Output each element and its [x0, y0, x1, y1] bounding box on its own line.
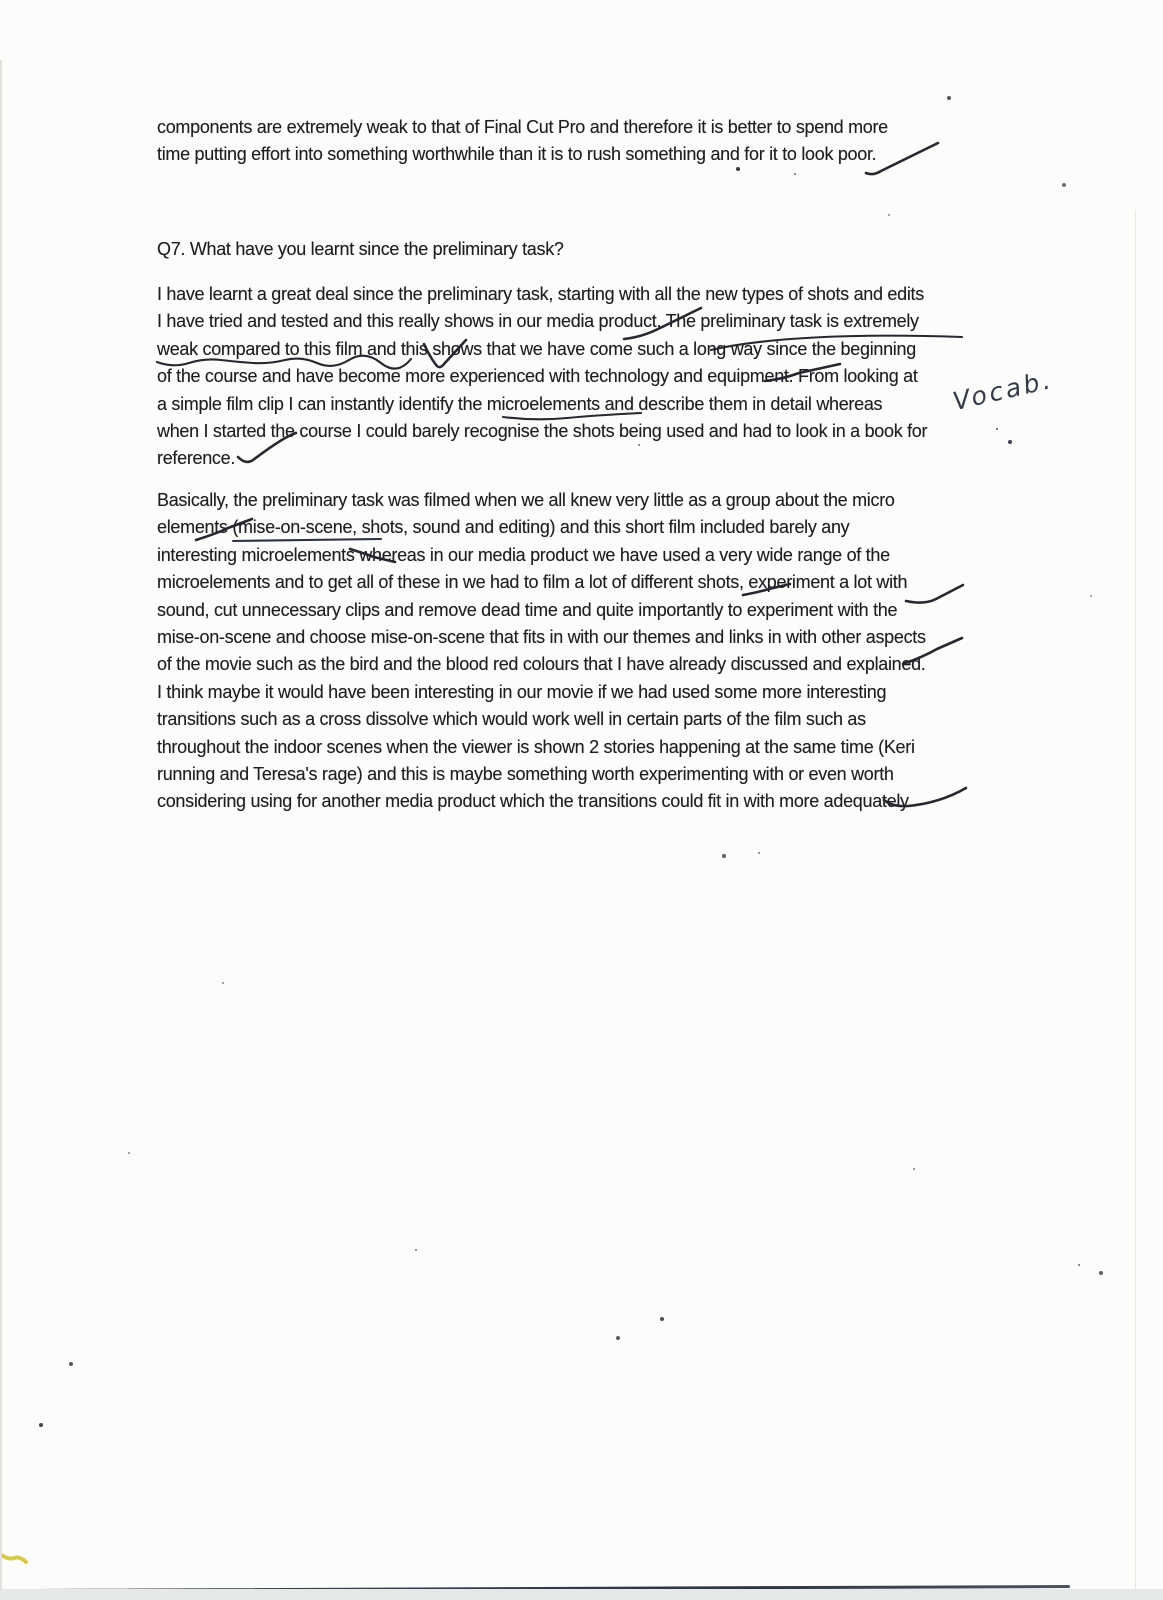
page-right-edge	[1135, 210, 1136, 1590]
text-line: I have tried and tested and this really shows in our media product. The preliminary task is extremely	[157, 311, 919, 332]
text-line: of the movie such as the bird and the blood red colours that I have already discussed and explained.	[157, 654, 926, 675]
text-line: when I started the course I could barely recognise the shots being used and had to look in a book for	[157, 421, 928, 442]
text-line: weak compared to this film and this shows that we have come such a long way since the beginning	[157, 338, 916, 359]
yellow-highlighter-mark-icon	[0, 1548, 34, 1566]
handwritten-margin-note: Vocab.	[950, 364, 1056, 417]
text-line: interesting microelements whereas in our media product we have used a very wide range of the	[157, 544, 890, 565]
page-left-edge	[0, 60, 2, 1590]
text-line: a simple film clip I can instantly identify the microelements and describe them in detail whereas	[157, 393, 883, 414]
text-line: microelements and to get all of these in we had to film a lot of different shots, experiment a lot with	[157, 572, 908, 593]
answer-paragraph-2	[157, 487, 926, 816]
text-line: I have learnt a great deal since the preliminary task, starting with all the new types of shots and edits	[157, 284, 924, 304]
text-line: components are extremely weak to that of Final Cut Pro and therefore it is better to spend more	[157, 117, 888, 137]
text-line: throughout the indoor scenes when the viewer is shown 2 stories happening at the same time (Keri	[157, 736, 915, 757]
text-line: running and Teresa's rage) and this is maybe something worth experimenting with or even worth	[157, 764, 894, 785]
answer-paragraph-1	[157, 281, 927, 473]
text-line: mise-on-scene and choose mise-on-scene that fits in with our themes and links in with other aspects	[157, 627, 926, 648]
text-line: Basically, the preliminary task was filmed when we all knew very little as a group about the micro	[157, 490, 895, 510]
intro-paragraph	[157, 114, 888, 169]
scan-specks	[0, 0, 2, 2]
question-heading: Q7. What have you learnt since the preliminary task?	[157, 239, 564, 259]
scanner-background	[0, 1589, 1163, 1600]
text-line: time putting effort into something worthwhile than it is to rush something and for it to look poor.	[157, 144, 877, 165]
text-line: transitions such as a cross dissolve which would work well in certain parts of the film such as	[157, 709, 866, 730]
text-line: of the course and have become more experienced with technology and equipment. From looking at	[157, 366, 918, 387]
text-line: elements (mise-on-scene, shots, sound and editing) and this short film included barely any	[157, 517, 850, 538]
text-line: considering using for another media product which the transitions could fit in with more adequately.	[157, 791, 913, 812]
text-line: reference.	[157, 448, 236, 469]
text-line: I think maybe it would have been interesting in our movie if we had used some more interesting	[157, 681, 887, 702]
text-line: sound, cut unnecessary clips and remove dead time and quite importantly to experiment with the	[157, 599, 898, 620]
